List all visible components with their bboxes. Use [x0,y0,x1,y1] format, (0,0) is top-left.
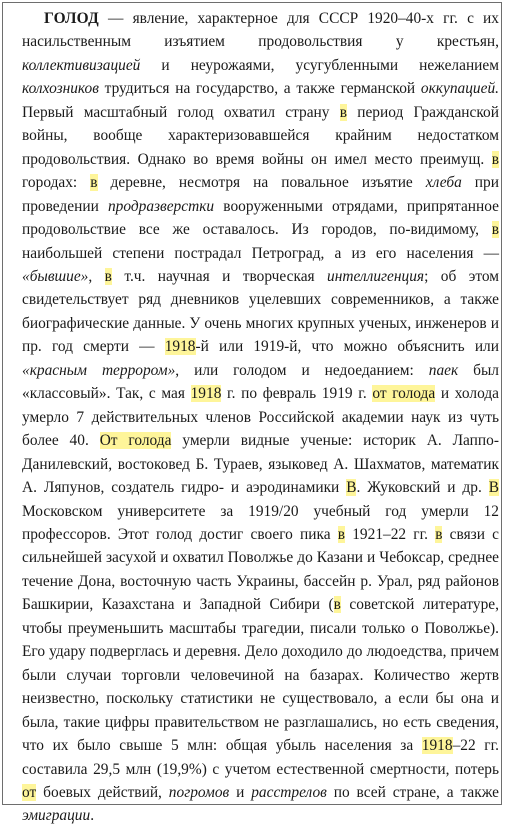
text-run: . [90,807,95,825]
search-highlight: в [339,103,347,121]
text-run: наибольшей степени пострадал Петроград, а из его населения — [22,244,499,262]
search-highlight: От голода [99,432,172,450]
text-run: г. по февраль 1919 г. [221,385,373,403]
text-run: трудиться на государство, а также германской [98,80,421,98]
text-run: и [229,783,252,801]
text-run: умерли видные ученые: историк А. Лаппо-Данилевский, востоковед Б. Тураев, языковед А. Шахматов, математик А. Ляпунов, создатель гидро- и аэродинамики [22,432,499,497]
text-run: период Гражданской войны, вообще характеризовавшейся крайним недостатком продовольствия. Однако во время войны он имел место преимущ. [22,103,499,168]
text-run: городах: [22,174,91,192]
encyclopedia-article [22,7,499,828]
text-run: 1921–22 гг. [345,525,436,543]
italic-term: «красным террором» [22,361,176,379]
search-highlight: В [346,479,357,497]
italic-term: колхозников [22,80,99,98]
search-highlight: в [491,150,499,168]
search-highlight: в [491,221,499,239]
text-run: т.ч. научная и творческая [111,267,328,285]
text-run: вооруженными отрядами, припрятанное продовольствие все же оставалось. Из городов, по-видимому, [22,197,499,239]
text-run: советской литературе, чтобы преуменьшить масштабы трагедии, писали только о Поволжье). Его удару подверглась и деревня. Дело доходило до людоедства, причем были случаи торговли человечиной на базарах. Количество жертв неизвестно, поскольку статистики не существовало, а если бы она и была, такие цифры правительством не разглашались, но есть сведения, что их было свыше 5 млн: общая убыль населения за [22,596,499,755]
headword: ГОЛОД [44,10,99,27]
search-highlight: 1918 [190,385,222,403]
text-run: . Жуковский и др. [356,479,489,497]
search-highlight: в [90,174,98,192]
text-run: -й или 1919-й, что можно объяснить или [195,338,499,356]
italic-term: паек [428,361,459,379]
italic-term: оккупацией. [420,80,499,98]
italic-term: «бывшие» [22,267,89,285]
italic-term: погромов [168,783,230,801]
search-highlight: 1918 [421,737,453,755]
search-highlight: в [435,525,443,543]
search-highlight: в [333,596,341,614]
text-run: при проведении [22,174,499,215]
search-highlight: в [104,267,112,285]
text-run: Московском университете за 1919/20 учебный год умерли 12 профессоров. Этот голод достиг своего пика [22,502,499,543]
search-highlight: от [22,783,37,801]
text-run: и неурожаями, усугубленными нежеланием [140,56,499,74]
italic-term: продразверстки [107,197,215,215]
text-run: , или голодом и недоеданием: [175,361,429,379]
text-run: –22 гг. составила 29,5 млн (19,9%) с учетом естественной смертности, потерь [22,737,499,778]
text-run: — явление, характерное для СССР 1920–40-х гг. с их насильственным изъятием продовольствия у крестьян, [22,10,499,51]
search-highlight: 1918 [164,338,196,356]
italic-term: интеллигенция [327,267,425,285]
search-highlight: В [488,479,499,497]
italic-term: расстрелов [251,783,327,801]
text-run: и холода умерло 7 действительных членов Российской академии наук из чуть более 40. [22,385,499,450]
text-run: деревне, несмотря на повальное изъятие [97,174,426,192]
search-highlight: от голода [372,385,436,403]
text-run: связи с сильнейшей засухой и охватил Поволжье до Казани и Чебоксар, среднее течение Дона, восточную часть Украины, бассейн р. Урал, ряд районов Башкирии, Казахстана и Западной Сибири ( [22,525,499,614]
text-run: , [88,267,105,285]
italic-term: эмиграции [22,807,91,825]
text-run: Первый масштабный голод охватил страну [22,103,340,121]
search-highlight: в [337,525,346,543]
italic-term: хлеба [425,174,462,192]
text-run: ; об этом свидетельствует ряд дневников уцелевших современников, а также биографические данные. У очень многих крупных ученых, инженеров и пр. год смерти — [22,267,499,356]
italic-term: коллективизацией [22,56,141,74]
text-run: был «классовый». Так, с мая [22,361,499,403]
text-run: по всей стране, а также [326,783,499,801]
text-run: боевых действий, [36,783,169,801]
document-page [2,2,502,825]
